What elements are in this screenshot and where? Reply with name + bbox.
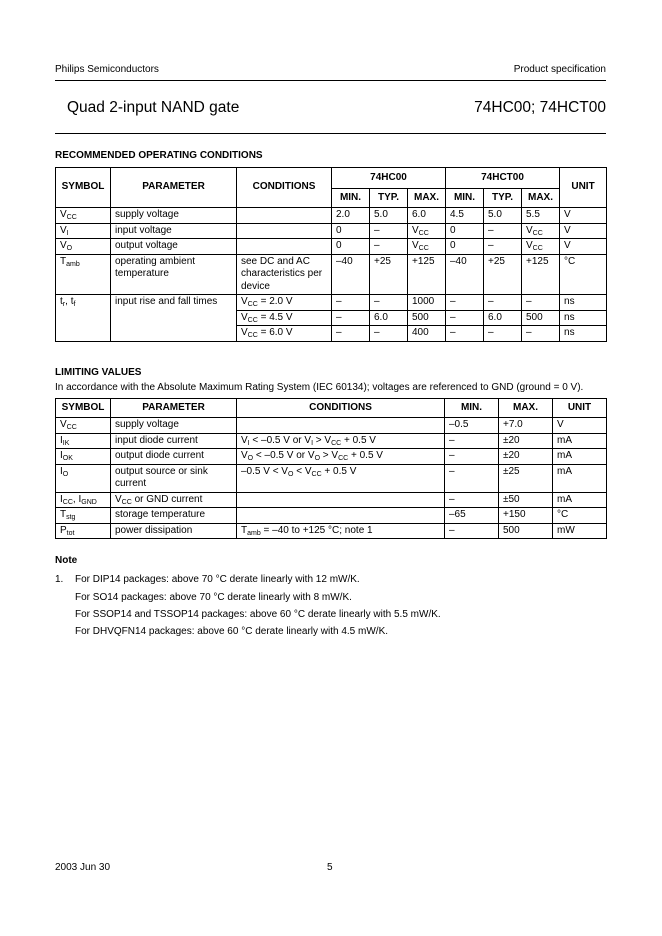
max-cell: +7.0 <box>499 418 553 434</box>
table-row <box>56 295 607 311</box>
company-name: Philips Semiconductors <box>55 64 159 75</box>
conditions-cell <box>237 418 445 434</box>
value-cell: 500 <box>408 310 446 326</box>
document-type: Product specification <box>513 64 606 75</box>
value-cell: – <box>484 295 522 311</box>
symbol-cell: $I_O$ <box>56 464 111 492</box>
roc-header-74hct00: 74HCT00 <box>446 168 560 189</box>
note-line: For SO14 packages: above 70 °C derate linearly with 8 mW/K. <box>75 592 352 603</box>
conditions-cell <box>237 492 445 508</box>
parameter-cell: output diode current <box>111 449 237 465</box>
conditions-cell: $T_{amb} = -40$ to +125 °C; note 1 <box>237 523 445 539</box>
roc-header-min: MIN. <box>332 189 370 208</box>
value-cell: 2.0 <box>332 208 370 224</box>
parameter-cell: supply voltage <box>111 418 237 434</box>
value-cell: – <box>332 310 370 326</box>
roc-header-min: MIN. <box>446 189 484 208</box>
lv-header-parameter: PARAMETER <box>111 399 237 418</box>
symbol-cell: $V_{CC}$ <box>56 418 111 434</box>
value-cell: – <box>370 326 408 342</box>
value-cell: $V_{CC}$ <box>408 239 446 255</box>
table-row <box>56 239 607 255</box>
value-cell: 400 <box>408 326 446 342</box>
max-cell: 500 <box>499 523 553 539</box>
table-row <box>56 492 607 508</box>
unit-cell: V <box>560 239 607 255</box>
table-row <box>56 464 607 492</box>
value-cell: +125 <box>522 254 560 295</box>
unit-cell: mW <box>553 523 607 539</box>
parameter-cell: supply voltage <box>111 208 237 224</box>
conditions-cell <box>237 208 332 224</box>
conditions-cell: see DC and AC characteristics per device <box>237 254 332 295</box>
lv-header-min: MIN. <box>445 399 499 418</box>
roc-header-symbol: SYMBOL <box>56 168 111 208</box>
max-cell: ±50 <box>499 492 553 508</box>
value-cell: $V_{CC}$ <box>408 223 446 239</box>
table-row <box>56 449 607 465</box>
lv-header-symbol: SYMBOL <box>56 399 111 418</box>
value-cell: 5.0 <box>484 208 522 224</box>
value-cell: – <box>484 239 522 255</box>
value-cell: – <box>332 326 370 342</box>
value-cell: –40 <box>446 254 484 295</box>
roc-header-parameter: PARAMETER <box>111 168 237 208</box>
symbol-cell: $I_{OK}$ <box>56 449 111 465</box>
max-cell: ±20 <box>499 449 553 465</box>
value-cell: $V_{CC}$ <box>522 239 560 255</box>
table-row <box>56 523 607 539</box>
value-cell: 500 <box>522 310 560 326</box>
symbol-cell: $V_O$ <box>56 239 111 255</box>
parameter-cell: input diode current <box>111 433 237 449</box>
value-cell: 1000 <box>408 295 446 311</box>
roc-section-title: RECOMMENDED OPERATING CONDITIONS <box>55 150 263 161</box>
min-cell: – <box>445 492 499 508</box>
symbol-cell: $V_{CC}$ <box>56 208 111 224</box>
symbol-cell: $V_I$ <box>56 223 111 239</box>
roc-table <box>55 167 607 342</box>
conditions-cell: $V_O < -0.5$ V or $V_O > V_{CC} + 0.5$ V <box>237 449 445 465</box>
header-rule-top <box>55 80 606 81</box>
conditions-cell: $V_{CC} = 6.0$ V <box>237 326 332 342</box>
lv-intro-text: In accordance with the Absolute Maximum Rating System (IEC 60134); voltages are referenced to GND (ground = 0 V). <box>55 382 584 393</box>
unit-cell: V <box>560 223 607 239</box>
value-cell: 0 <box>332 239 370 255</box>
symbol-cell: $I_{CC}$, $I_{GND}$ <box>56 492 111 508</box>
conditions-cell: –0.5 $V < V_O < V_{CC} + 0.5$ V <box>237 464 445 492</box>
value-cell: 0 <box>332 223 370 239</box>
table-row <box>56 208 607 224</box>
roc-header-max: MAX. <box>408 189 446 208</box>
unit-cell: °C <box>560 254 607 295</box>
roc-header-max: MAX. <box>522 189 560 208</box>
value-cell: +25 <box>370 254 408 295</box>
value-cell: – <box>446 310 484 326</box>
lv-section-title: LIMITING VALUES <box>55 367 142 378</box>
value-cell: – <box>370 295 408 311</box>
unit-cell: V <box>560 208 607 224</box>
footer-date: 2003 Jun 30 <box>55 862 111 873</box>
min-cell: – <box>445 449 499 465</box>
parameter-cell: input rise and fall times <box>111 295 237 342</box>
page-number: 5 <box>327 862 333 873</box>
table-row <box>56 508 607 524</box>
unit-cell: mA <box>553 449 607 465</box>
parameter-cell: output voltage <box>111 239 237 255</box>
max-cell: ±25 <box>499 464 553 492</box>
symbol-cell: $T_{amb}$ <box>56 254 111 295</box>
unit-cell: V <box>553 418 607 434</box>
note-line: For SSOP14 and TSSOP14 packages: above 60 °C derate linearly with 5.5 mW/K. <box>75 609 441 620</box>
unit-cell: mA <box>553 433 607 449</box>
unit-cell: ns <box>560 295 607 311</box>
conditions-cell <box>237 508 445 524</box>
note-line: For DHVQFN14 packages: above 60 °C derate linearly with 4.5 mW/K. <box>75 626 389 637</box>
parameter-cell: output source or sink current <box>111 464 237 492</box>
value-cell: –40 <box>332 254 370 295</box>
value-cell: – <box>522 326 560 342</box>
min-cell: –0.5 <box>445 418 499 434</box>
lv-header-unit: UNIT <box>553 399 607 418</box>
symbol-cell: $P_{tot}$ <box>56 523 111 539</box>
value-cell: 6.0 <box>370 310 408 326</box>
lv-table <box>55 398 607 539</box>
value-cell: $V_{CC}$ <box>522 223 560 239</box>
lv-header-conditions: CONDITIONS <box>237 399 445 418</box>
conditions-cell <box>237 239 332 255</box>
conditions-cell: $V_{CC} = 2.0$ V <box>237 295 332 311</box>
value-cell: +25 <box>484 254 522 295</box>
note-heading: Note <box>55 555 78 566</box>
value-cell: – <box>484 223 522 239</box>
symbol-cell: $t_r$, $t_f$ <box>56 295 111 342</box>
max-cell: +150 <box>499 508 553 524</box>
unit-cell: ns <box>560 310 607 326</box>
value-cell: 0 <box>446 239 484 255</box>
value-cell: 5.5 <box>522 208 560 224</box>
value-cell: 5.0 <box>370 208 408 224</box>
table-row <box>56 254 607 295</box>
roc-header-typ: TYP. <box>370 189 408 208</box>
header-rule-bottom <box>55 133 606 134</box>
value-cell: 6.0 <box>408 208 446 224</box>
min-cell: – <box>445 464 499 492</box>
unit-cell: mA <box>553 464 607 492</box>
document-title: Quad 2-input NAND gate <box>67 99 240 116</box>
table-row <box>56 433 607 449</box>
parameter-cell: storage temperature <box>111 508 237 524</box>
conditions-cell: $V_{CC} = 4.5$ V <box>237 310 332 326</box>
min-cell: – <box>445 523 499 539</box>
value-cell: – <box>522 295 560 311</box>
parameter-cell: input voltage <box>111 223 237 239</box>
symbol-cell: $I_{IK}$ <box>56 433 111 449</box>
value-cell: – <box>446 295 484 311</box>
parameter-cell: operating ambient temperature <box>111 254 237 295</box>
table-row <box>56 418 607 434</box>
table-row <box>56 223 607 239</box>
parameter-cell: power dissipation <box>111 523 237 539</box>
unit-cell: mA <box>553 492 607 508</box>
value-cell: 4.5 <box>446 208 484 224</box>
parameter-cell: $V_{CC}$ or GND current <box>111 492 237 508</box>
note-line: For DIP14 packages: above 70 °C derate linearly with 12 mW/K. <box>75 574 360 585</box>
conditions-cell: $V_I < -0.5$ V or $V_I > V_{CC} + 0.5$ V <box>237 433 445 449</box>
value-cell: – <box>332 295 370 311</box>
roc-header-unit: UNIT <box>560 168 607 208</box>
max-cell: ±20 <box>499 433 553 449</box>
conditions-cell <box>237 223 332 239</box>
value-cell: 0 <box>446 223 484 239</box>
min-cell: – <box>445 433 499 449</box>
value-cell: – <box>370 223 408 239</box>
part-numbers: 74HC00; 74HCT00 <box>474 99 606 116</box>
unit-cell: °C <box>553 508 607 524</box>
value-cell: – <box>484 326 522 342</box>
roc-header-74hc00: 74HC00 <box>332 168 446 189</box>
value-cell: +125 <box>408 254 446 295</box>
roc-header-typ: TYP. <box>484 189 522 208</box>
unit-cell: ns <box>560 326 607 342</box>
lv-header-max: MAX. <box>499 399 553 418</box>
note-number: 1. <box>55 574 64 585</box>
symbol-cell: $T_{stg}$ <box>56 508 111 524</box>
roc-header-conditions: CONDITIONS <box>237 168 332 208</box>
min-cell: –65 <box>445 508 499 524</box>
value-cell: 6.0 <box>484 310 522 326</box>
value-cell: – <box>370 239 408 255</box>
value-cell: – <box>446 326 484 342</box>
